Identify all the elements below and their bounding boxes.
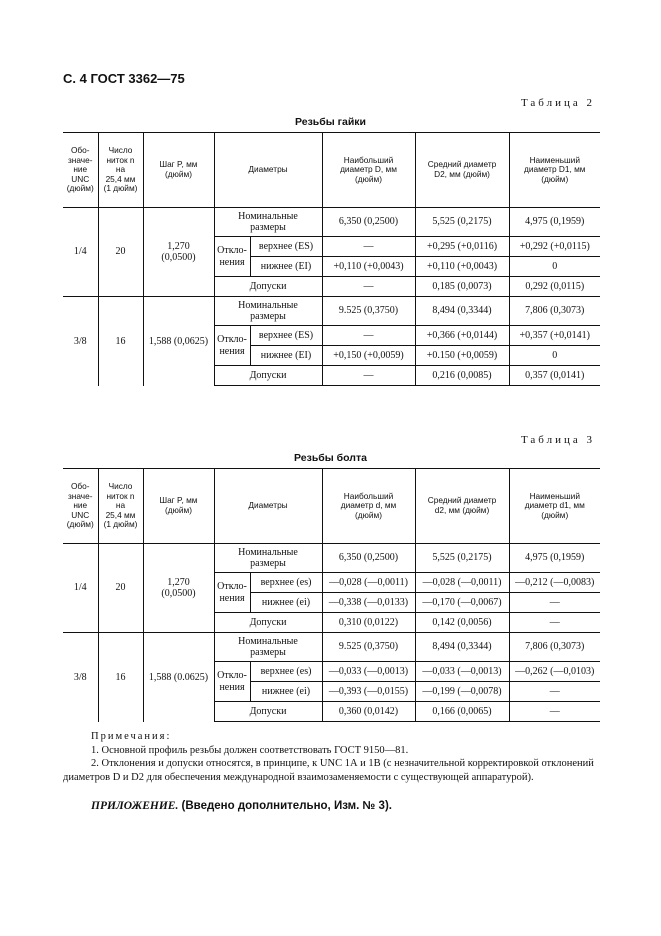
header-row bbox=[63, 133, 600, 208]
upper-deviation-cell: —0,262 (—0,0103) bbox=[509, 662, 600, 682]
col-threads-header: Число ниток n на 25,4 мм (1 дюйм) bbox=[98, 133, 143, 208]
table-3-label: Таблица 3 bbox=[520, 434, 595, 446]
row-label-deviations: Откло- нения bbox=[214, 326, 250, 366]
col-pitch-header: Шаг P, мм (дюйм) bbox=[143, 133, 214, 208]
tolerance-value-cell: — bbox=[322, 366, 415, 386]
row-label-deviations: Откло- нения bbox=[214, 662, 250, 702]
nominal-row bbox=[63, 544, 600, 573]
threads-count-cell: 16 bbox=[98, 633, 143, 722]
lower-deviation-cell: +0,150 (+0,0059) bbox=[322, 346, 415, 366]
nominal-value-cell: 9.525 (0,3750) bbox=[322, 633, 415, 662]
threads-count-cell: 16 bbox=[98, 297, 143, 386]
threads-count-cell: 20 bbox=[98, 544, 143, 633]
col-pitch-header: Шаг P, мм (дюйм) bbox=[143, 469, 214, 544]
appendix-note bbox=[91, 800, 392, 812]
lower-deviation-cell: —0,338 (—0,0133) bbox=[322, 593, 415, 613]
notes bbox=[63, 730, 603, 785]
row-label-tolerance: Допуски bbox=[214, 366, 322, 386]
row-label-tolerance: Допуски bbox=[214, 702, 322, 722]
tolerance-value-cell: 0,142 (0,0056) bbox=[415, 613, 509, 633]
tolerance-value-cell: — bbox=[509, 613, 600, 633]
lower-deviation-cell: —0,170 (—0,0067) bbox=[415, 593, 509, 613]
lower-deviation-cell: 0 bbox=[509, 346, 600, 366]
tolerance-value-cell: 0,166 (0,0065) bbox=[415, 702, 509, 722]
col-designation-header: Обо- значе- ние UNC (дюйм) bbox=[63, 469, 98, 544]
threads-count-cell: 20 bbox=[98, 208, 143, 297]
nominal-value-cell: 7,806 (0,3073) bbox=[509, 297, 600, 326]
row-label-nominal: Номинальные размеры bbox=[214, 208, 322, 237]
unc-designation-cell: 1/4 bbox=[73, 582, 87, 594]
nominal-value-cell: 6,350 (0,2500) bbox=[322, 544, 415, 573]
table-3-title: Резьбы болта bbox=[294, 452, 367, 464]
row-label-upper: верхнее (ES) bbox=[250, 237, 322, 257]
upper-deviation-cell: +0,295 (+0,0116) bbox=[415, 237, 509, 257]
lower-deviation-cell: +0,110 (+0,0043) bbox=[415, 257, 509, 277]
lower-deviation-cell: +0.150 (+0,0059) bbox=[415, 346, 509, 366]
col-diameters-header: Диаметры bbox=[214, 133, 322, 208]
lower-deviation-cell: — bbox=[509, 593, 600, 613]
col-mid-diameter-header: Средний диаметр d2, мм (дюйм) bbox=[415, 469, 509, 544]
upper-deviation-cell: —0,212 (—0,0083) bbox=[509, 573, 600, 593]
table-3 bbox=[63, 468, 600, 722]
nominal-value-cell: 8,494 (0,3344) bbox=[415, 633, 509, 662]
nominal-value-cell: 4,975 (0,1959) bbox=[509, 208, 600, 237]
upper-deviation-cell: —0,028 (—0,0011) bbox=[415, 573, 509, 593]
lower-deviation-cell: — bbox=[509, 682, 600, 702]
row-label-tolerance: Допуски bbox=[214, 613, 322, 633]
upper-deviation-cell: —0,033 (—0,0013) bbox=[415, 662, 509, 682]
row-label-nominal: Номинальные размеры bbox=[214, 297, 322, 326]
col-max-diameter-header: Наибольший диаметр d, мм (дюйм) bbox=[322, 469, 415, 544]
lower-deviation-cell: —0,393 (—0,0155) bbox=[322, 682, 415, 702]
tolerance-value-cell: 0,216 (0,0085) bbox=[415, 366, 509, 386]
tolerance-value-cell: 0,310 (0,0122) bbox=[322, 613, 415, 633]
nominal-row bbox=[63, 297, 600, 326]
pitch-cell: 1,270 (0,0500) bbox=[143, 544, 214, 633]
table-2-title: Резьбы гайки bbox=[294, 116, 366, 128]
pitch-cell: 1,270 (0,0500) bbox=[143, 208, 214, 297]
table-2 bbox=[63, 132, 600, 386]
tolerance-value-cell: 0,357 (0,0141) bbox=[509, 366, 600, 386]
upper-deviation-cell: —0,028 (—0,0011) bbox=[322, 573, 415, 593]
tolerance-value-cell: — bbox=[509, 702, 600, 722]
upper-deviation-cell: +0,357 (+0,0141) bbox=[509, 326, 600, 346]
page-header: С. 4 ГОСТ 3362—75 bbox=[63, 71, 185, 86]
row-label-upper: верхнее (es) bbox=[250, 662, 322, 682]
row-label-deviations: Откло- нения bbox=[214, 573, 250, 613]
lower-deviation-cell: —0,199 (—0,0078) bbox=[415, 682, 509, 702]
col-mid-diameter-header: Средний диаметр D2, мм (дюйм) bbox=[415, 133, 509, 208]
col-designation-header: Обо- значе- ние UNC (дюйм) bbox=[63, 133, 98, 208]
nominal-value-cell: 5,525 (0,2175) bbox=[415, 544, 509, 573]
row-label-tolerance: Допуски bbox=[214, 277, 322, 297]
unc-designation-cell: 3/8 bbox=[63, 633, 98, 722]
row-label-nominal: Номинальные размеры bbox=[214, 544, 322, 573]
row-label-deviations: Откло- нения bbox=[214, 237, 250, 277]
upper-deviation-cell: +0,292 (+0,0115) bbox=[509, 237, 600, 257]
header-row bbox=[63, 469, 600, 544]
pitch-cell: 1,588 (0,0625) bbox=[143, 297, 214, 386]
notes-heading: Примечания: bbox=[91, 731, 172, 742]
nominal-value-cell: 5,525 (0,2175) bbox=[415, 208, 509, 237]
unc-designation-cell: 3/8 bbox=[63, 297, 98, 386]
row-label-nominal: Номинальные размеры bbox=[214, 633, 322, 662]
tolerance-value-cell: 0,360 (0,0142) bbox=[322, 702, 415, 722]
upper-deviation-cell: —0,033 (—0,0013) bbox=[322, 662, 415, 682]
nominal-value-cell: 9.525 (0,3750) bbox=[322, 297, 415, 326]
nominal-value-cell: 7,806 (0,3073) bbox=[509, 633, 600, 662]
table-2-label: Таблица 2 bbox=[520, 97, 595, 109]
col-min-diameter-header: Наименьший диаметр D1, мм (дюйм) bbox=[509, 133, 600, 208]
row-label-lower: нижнее (EI) bbox=[250, 257, 322, 277]
row-label-lower: нижнее (EI) bbox=[250, 346, 322, 366]
tolerance-value-cell: 0,292 (0,0115) bbox=[509, 277, 600, 297]
nominal-value-cell: 4,975 (0,1959) bbox=[509, 544, 600, 573]
lower-deviation-cell: +0,110 (+0,0043) bbox=[322, 257, 415, 277]
upper-deviation-cell: — bbox=[322, 237, 415, 257]
nominal-row bbox=[63, 633, 600, 662]
row-label-upper: верхнее (es) bbox=[250, 573, 322, 593]
row-label-lower: нижнее (ei) bbox=[250, 593, 322, 613]
col-max-diameter-header: Наибольший диаметр D, мм (дюйм) bbox=[322, 133, 415, 208]
col-threads-header: Число ниток n на 25,4 мм (1 дюйм) bbox=[98, 469, 143, 544]
row-label-upper: верхнее (ES) bbox=[250, 326, 322, 346]
col-min-diameter-header: Наименьший диаметр d1, мм (дюйм) bbox=[509, 469, 600, 544]
row-label-lower: нижнее (ei) bbox=[250, 682, 322, 702]
nominal-value-cell: 6,350 (0,2500) bbox=[322, 208, 415, 237]
note-2: 2. Отклонения и допуски относятся, в принципе, к UNC 1А и 1В (с незначительной корректировкой отклонений диаметров D и D2 для обеспечения международной взаимозаменяемости с существующей аппаратурой). bbox=[63, 758, 594, 783]
appendix-text: (Введено дополнительно, Изм. № 3). bbox=[178, 800, 392, 812]
tolerance-value-cell: — bbox=[322, 277, 415, 297]
col-diameters-header: Диаметры bbox=[214, 469, 322, 544]
upper-deviation-cell: +0,366 (+0,0144) bbox=[415, 326, 509, 346]
unc-designation-cell: 1/4 bbox=[73, 246, 87, 258]
upper-deviation-cell: — bbox=[322, 326, 415, 346]
tolerance-value-cell: 0,185 (0,0073) bbox=[415, 277, 509, 297]
nominal-row bbox=[63, 208, 600, 237]
pitch-cell: 1,588 (0.0625) bbox=[143, 633, 214, 722]
appendix-prefix: ПРИЛОЖЕНИЕ. bbox=[91, 800, 179, 812]
nominal-value-cell: 8,494 (0,3344) bbox=[415, 297, 509, 326]
note-1: 1. Основной профиль резьбы должен соответствовать ГОСТ 9150—81. bbox=[91, 744, 409, 756]
lower-deviation-cell: 0 bbox=[509, 257, 600, 277]
